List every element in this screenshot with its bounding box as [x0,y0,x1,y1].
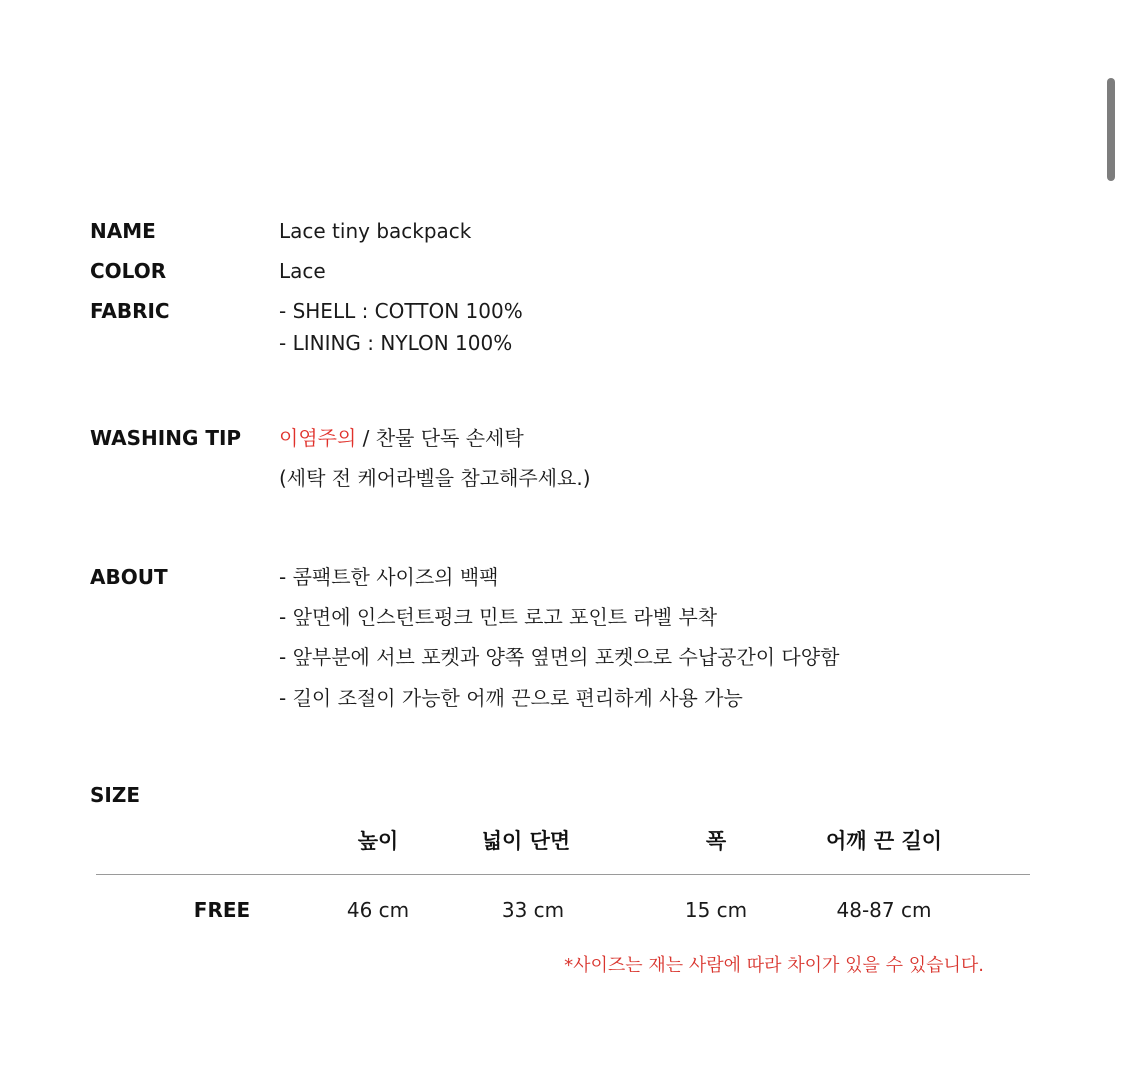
washing-note: (세탁 전 케어라벨을 참고해주세요.) [279,466,591,490]
size-header-strap: 어깨 끈 길이 [825,829,943,853]
size-note: *사이즈는 재는 사람에 따라 차이가 있을 수 있습니다. [564,955,984,976]
size-value-width: 33 cm [501,898,565,922]
size-value-height: 46 cm [346,898,410,922]
washing-tip-line [279,426,524,450]
fabric-lining: - LINING : NYLON 100% [279,331,513,355]
scrollbar-thumb[interactable] [1107,78,1115,181]
about-item: - 앞면에 인스턴트펑크 민트 로고 포인트 라벨 부착 [279,605,718,629]
size-header-width: 넓이 단면 [481,829,571,853]
size-header-height: 높이 [357,829,399,853]
size-row-label: FREE [193,898,251,922]
about-item: - 길이 조절이 가능한 어깨 끈으로 편리하게 사용 가능 [279,686,743,710]
size-header-depth: 폭 [705,829,727,853]
size-value-strap: 48-87 cm [836,898,932,922]
fabric-shell: - SHELL : COTTON 100% [279,299,523,323]
size-value-depth: 15 cm [684,898,748,922]
color-label: COLOR [90,259,167,283]
color-value: Lace [279,259,326,283]
washing-tip-label: WASHING TIP [90,426,242,450]
name-label: NAME [90,219,156,243]
washing-instruction: / 찬물 단독 손세탁 [356,426,524,450]
warning-text: 이염주의 [279,426,357,450]
size-table-divider [96,874,1030,875]
fabric-label: FABRIC [90,299,170,323]
about-item: - 콤팩트한 사이즈의 백팩 [279,565,499,589]
about-label: ABOUT [90,565,168,589]
name-value: Lace tiny backpack [279,219,472,243]
size-label: SIZE [90,783,141,807]
about-item: - 앞부분에 서브 포켓과 양쪽 옆면의 포켓으로 수납공간이 다양함 [279,645,840,669]
